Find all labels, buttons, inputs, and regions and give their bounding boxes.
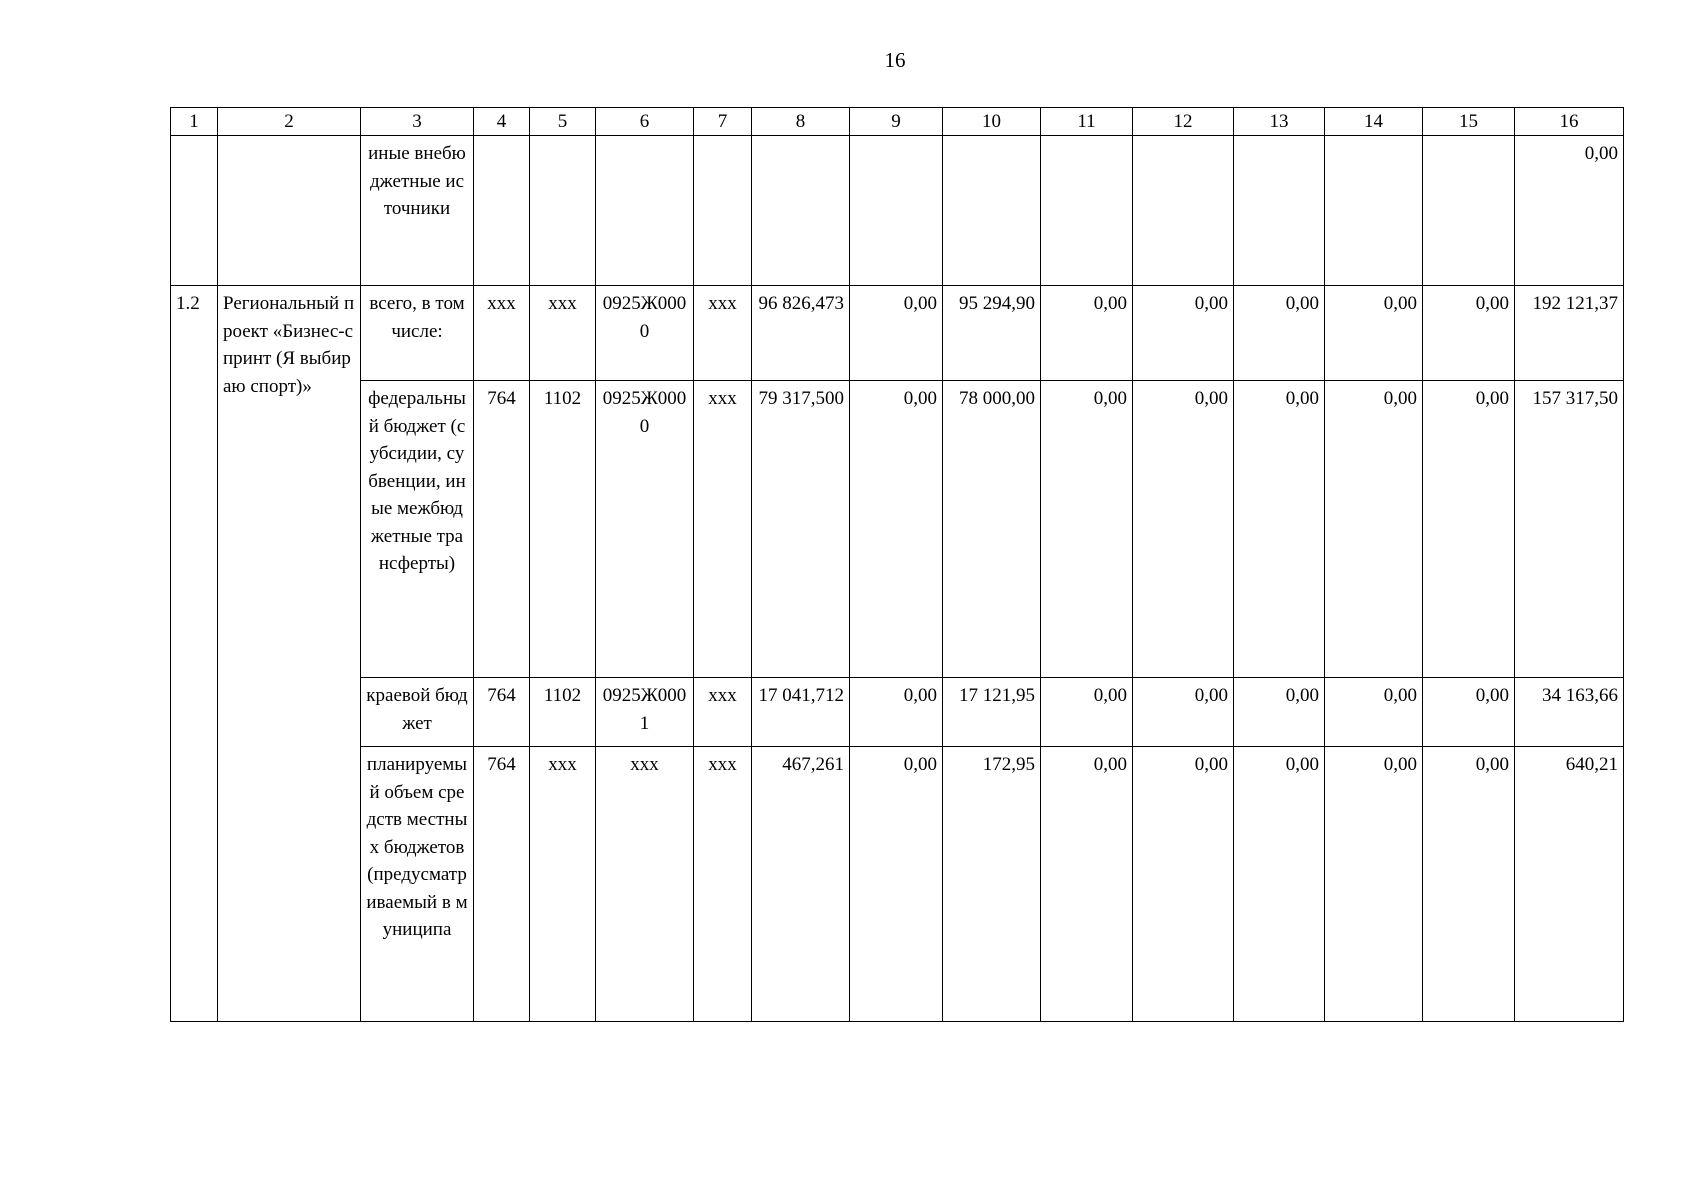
- table-cell: 0,00: [1041, 286, 1133, 381]
- table-cell: 17 121,95: [943, 678, 1041, 747]
- total-cell: 640,21: [1515, 747, 1624, 1022]
- table-cell: 95 294,90: [943, 286, 1041, 381]
- table-cell: [1041, 136, 1133, 286]
- table-cell: 0,00: [1041, 381, 1133, 678]
- funding-source-cell: федеральный бюджет (субсидии, субвенции, иные межбюджетные трансферты): [361, 381, 474, 678]
- table-cell: 467,261: [752, 747, 850, 1022]
- table-cell: 1102: [530, 678, 596, 747]
- table-cell: 0,00: [1133, 678, 1234, 747]
- table-cell: [1234, 136, 1325, 286]
- table-cell: 0925Ж0000: [596, 381, 694, 678]
- column-header: 5: [530, 108, 596, 136]
- budget-table: [170, 107, 1624, 1022]
- table-cell: 0,00: [1423, 747, 1515, 1022]
- table-cell: [694, 136, 752, 286]
- table-cell: [530, 136, 596, 286]
- table-row-local: [171, 747, 1624, 1022]
- table-cell: 0,00: [850, 678, 943, 747]
- funding-source-cell: краевой бюджет: [361, 678, 474, 747]
- table-cell: 0925Ж0001: [596, 678, 694, 747]
- page-number: 16: [884, 48, 906, 72]
- table-cell: 0,00: [1133, 286, 1234, 381]
- table-cell: [752, 136, 850, 286]
- table-cell: 1102: [530, 381, 596, 678]
- table-cell: 96 826,473: [752, 286, 850, 381]
- table-cell: [218, 136, 361, 286]
- table-cell: 764: [474, 678, 530, 747]
- table-cell: 0,00: [1325, 747, 1423, 1022]
- table-cell: ххх: [694, 747, 752, 1022]
- table-cell: ххх: [694, 286, 752, 381]
- table-cell: ххх: [596, 747, 694, 1022]
- table-cell: 0,00: [1234, 678, 1325, 747]
- table-cell: 0,00: [1423, 678, 1515, 747]
- table-row-total: [171, 286, 1624, 381]
- column-header: 6: [596, 108, 694, 136]
- table-cell: 0,00: [850, 381, 943, 678]
- column-header: 3: [361, 108, 474, 136]
- column-header: 4: [474, 108, 530, 136]
- column-header: 13: [1234, 108, 1325, 136]
- table-cell: ххх: [694, 678, 752, 747]
- table-cell: 0,00: [1234, 381, 1325, 678]
- table-cell: 17 041,712: [752, 678, 850, 747]
- total-cell: 157 317,50: [1515, 381, 1624, 678]
- table-cell: 0,00: [1325, 381, 1423, 678]
- table-cell: [1133, 136, 1234, 286]
- table-cell: 79 317,500: [752, 381, 850, 678]
- table-cell: [1423, 136, 1515, 286]
- table-cell: 0,00: [1041, 747, 1133, 1022]
- total-cell: 34 163,66: [1515, 678, 1624, 747]
- table-header-row: [171, 108, 1624, 136]
- column-header: 7: [694, 108, 752, 136]
- table-cell: 0,00: [1423, 381, 1515, 678]
- column-header: 11: [1041, 108, 1133, 136]
- section-number-cell: 1.2: [171, 286, 218, 1022]
- table-cell: ххх: [530, 747, 596, 1022]
- column-header: 14: [1325, 108, 1423, 136]
- column-header: 15: [1423, 108, 1515, 136]
- total-cell: 0,00: [1515, 136, 1624, 286]
- table-cell: 0,00: [850, 286, 943, 381]
- table-cell: 0,00: [1133, 381, 1234, 678]
- table-cell: 0,00: [1234, 747, 1325, 1022]
- total-cell: 192 121,37: [1515, 286, 1624, 381]
- table-cell: 0,00: [1423, 286, 1515, 381]
- table-row-regional: [171, 678, 1624, 747]
- funding-source-cell: иные внебюджетные источники: [361, 136, 474, 286]
- table-row-other-sources: [171, 136, 1624, 286]
- funding-source-cell: планируемый объем средств местных бюджетов (предусматриваемый в муниципа: [361, 747, 474, 1022]
- column-header: 2: [218, 108, 361, 136]
- table-cell: 0,00: [1325, 678, 1423, 747]
- funding-source-cell: всего, в том числе:: [361, 286, 474, 381]
- table-cell: ххх: [694, 381, 752, 678]
- table-cell: ххх: [474, 286, 530, 381]
- table-row-federal: [171, 381, 1624, 678]
- column-header: 12: [1133, 108, 1234, 136]
- table-cell: 0,00: [850, 747, 943, 1022]
- table-cell: [1325, 136, 1423, 286]
- column-header: 8: [752, 108, 850, 136]
- table-cell: 0,00: [1133, 747, 1234, 1022]
- table-cell: 0925Ж0000: [596, 286, 694, 381]
- table-cell: ххх: [530, 286, 596, 381]
- table-cell: [596, 136, 694, 286]
- table-cell: [850, 136, 943, 286]
- table-cell: 764: [474, 747, 530, 1022]
- table-cell: 764: [474, 381, 530, 678]
- column-header: 16: [1515, 108, 1624, 136]
- table-cell: [474, 136, 530, 286]
- table-cell: 78 000,00: [943, 381, 1041, 678]
- table-cell: 0,00: [1325, 286, 1423, 381]
- table-cell: 0,00: [1041, 678, 1133, 747]
- table-cell: [171, 136, 218, 286]
- project-name-cell: Региональный проект «Бизнес-спринт (Я выбираю спорт)»: [218, 286, 361, 1022]
- table-cell: [943, 136, 1041, 286]
- column-header: 1: [171, 108, 218, 136]
- column-header: 9: [850, 108, 943, 136]
- column-header: 10: [943, 108, 1041, 136]
- table-cell: 172,95: [943, 747, 1041, 1022]
- table-cell: 0,00: [1234, 286, 1325, 381]
